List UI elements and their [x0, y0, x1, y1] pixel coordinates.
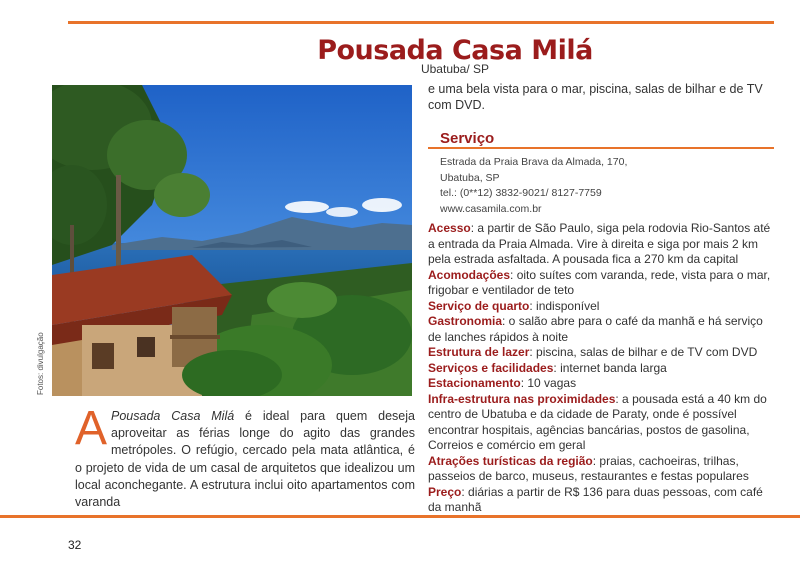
detail-label: Atrações turísticas da região — [428, 453, 593, 468]
detail-label: Infra-estrutura nas proximidades — [428, 391, 616, 406]
detail-attractions — [428, 454, 778, 485]
detail-text: : indisponível — [529, 298, 600, 313]
page-title: Pousada Casa Milá — [317, 35, 593, 66]
detail-label: Preço — [428, 484, 462, 499]
service-address: Estrada da Praia Brava da Almada, 170, — [440, 156, 628, 168]
detail-text: : o salão abre para o café da manhã e há serviço de lanches rápidos à noite — [428, 314, 763, 344]
detail-label: Serviço de quarto — [428, 298, 530, 313]
detail-label: Estacionamento — [428, 376, 521, 390]
intro-paragraph — [75, 402, 415, 511]
service-info — [440, 155, 760, 217]
detail-label: Acomodações — [428, 267, 511, 282]
detail-gastronomy — [428, 314, 778, 345]
detail-text: : piscina, salas de bilhar e de TV com DVD — [529, 345, 758, 359]
service-phone: tel.: (0**12) 3832-9021/ 8127-7759 — [440, 187, 602, 199]
detail-label: Serviços e facilidades — [428, 360, 554, 375]
detail-text: : praias, cachoeiras, trilhas, passeios de barco, museus, restaurantes e festas populares — [428, 453, 749, 483]
detail-label: Estrutura de lazer — [428, 345, 530, 359]
detail-text: : 10 vagas — [520, 376, 577, 390]
details-list — [428, 221, 778, 516]
detail-text: : oito suítes com varanda, rede, vista para o mar, frigobar e ventilador de teto — [428, 267, 771, 297]
service-website[interactable]: www.casamila.com.br — [440, 202, 542, 215]
detail-text: : a partir de São Paulo, siga pela rodovia Rio-Santos até a entrada da Praia Almada. Vire à direita e siga por mais 2 km pela estrada asfaltada. A pousada fica a 270 km da capital — [428, 221, 771, 266]
detail-label: Gastronomia — [428, 314, 503, 328]
detail-accommodations — [428, 268, 778, 299]
detail-text: : a pousada está a 40 km do centro de Ubatuba e da cidade de Paraty, onde é possível encontrar hospitais, agências bancárias, postos de gasolina, Correios e comércio em geral — [428, 391, 767, 452]
photo-credit: Fotos: divulgação — [36, 332, 45, 395]
location-subtitle: Ubatuba/ SP — [420, 62, 490, 76]
detail-room-service — [428, 299, 778, 315]
detail-leisure — [428, 345, 778, 361]
intro-name: Pousada Casa Milá — [111, 409, 235, 423]
service-heading: Serviço — [440, 130, 495, 147]
service-city: Ubatuba, SP — [440, 171, 500, 184]
detail-infrastructure — [428, 392, 778, 454]
drop-cap: A — [75, 402, 108, 455]
pousada-photo — [52, 85, 412, 396]
page-number: 32 — [68, 538, 82, 552]
detail-access — [428, 221, 778, 268]
detail-text: : internet banda larga — [553, 360, 667, 375]
detail-label: Acesso — [428, 221, 471, 235]
top-rule — [68, 21, 774, 24]
intro-text: é ideal para quem deseja aproveitar as férias longe do agito das grandes metrópoles. O refúgio, cercado pela mata atlântica, é o projeto de vida de um casal de arquitetos que idealizou um local aconchegante. A estrutura inclui oito apartamentos com varanda — [75, 409, 415, 510]
service-rule — [428, 147, 774, 149]
bottom-rule — [0, 515, 800, 518]
detail-text: : diárias a partir de R$ 136 para duas pessoas, com café da manhã — [428, 484, 763, 514]
detail-price — [428, 485, 778, 516]
article-continuation: e uma bela vista para o mar, piscina, salas de bilhar e de TV com DVD. — [428, 82, 763, 112]
detail-services — [428, 361, 778, 377]
detail-parking — [428, 376, 778, 392]
